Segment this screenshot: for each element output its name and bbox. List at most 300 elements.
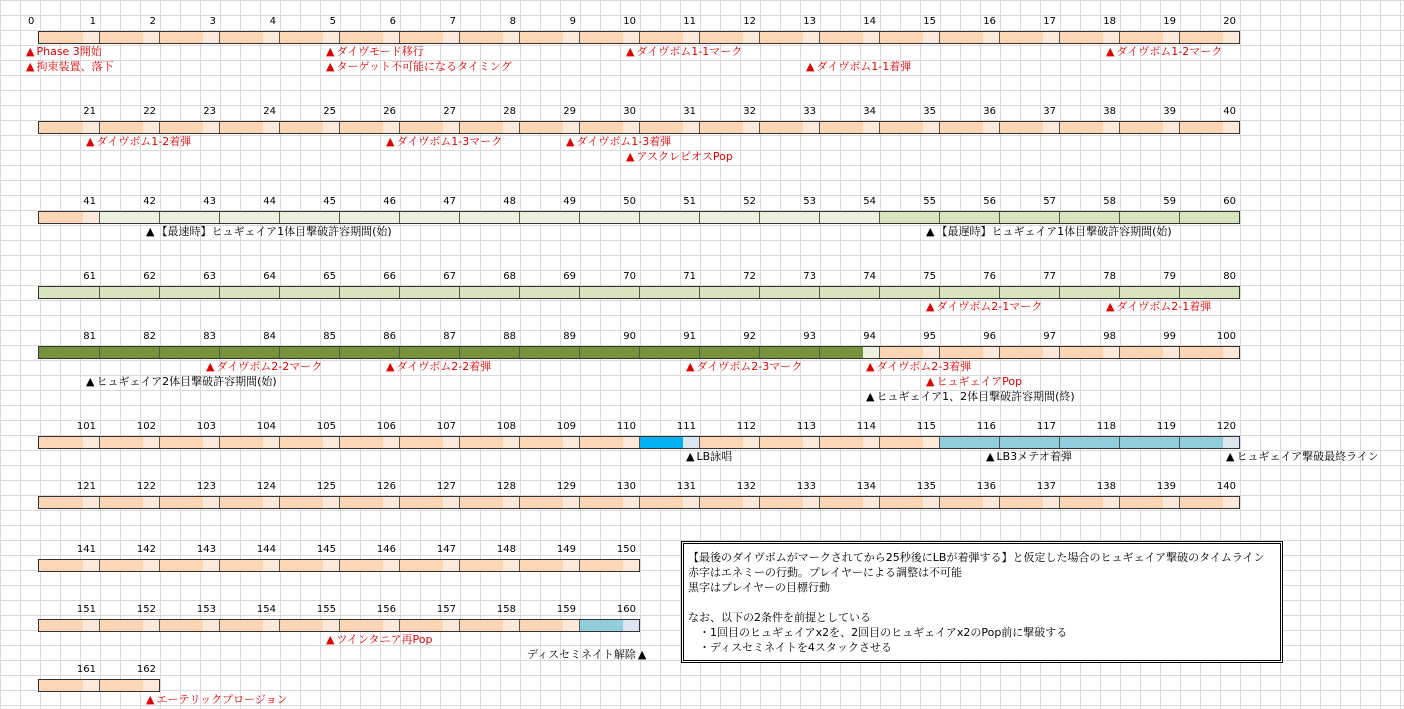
second-tick	[879, 437, 880, 448]
second-cell	[39, 620, 99, 631]
second-cell	[519, 212, 579, 223]
second-cell	[399, 287, 459, 298]
second-cell	[399, 620, 459, 631]
second-label: 20	[1223, 16, 1236, 27]
event-annotation	[1106, 45, 1222, 59]
second-label: 75	[923, 271, 936, 282]
event-annotation	[26, 45, 102, 59]
second-cell	[639, 347, 699, 358]
second-tick	[1059, 287, 1060, 298]
second-tick	[519, 212, 520, 223]
second-cell	[759, 287, 819, 298]
second-tick	[639, 287, 640, 298]
second-cell	[699, 497, 759, 508]
notes-line: ・ディスセミネイトを4スタックさせる	[688, 641, 892, 654]
second-tick	[339, 32, 340, 43]
second-tick	[219, 497, 220, 508]
second-tick	[279, 287, 280, 298]
second-label: 97	[1043, 331, 1056, 342]
event-annotation	[926, 300, 1042, 314]
second-label: 71	[683, 271, 696, 282]
second-label: 92	[743, 331, 756, 342]
second-label: 62	[143, 271, 156, 282]
second-cell	[339, 287, 399, 298]
second-label: 106	[376, 421, 396, 432]
second-cell	[879, 497, 939, 508]
second-tick	[519, 287, 520, 298]
second-cell	[879, 212, 939, 223]
second-tick	[579, 437, 580, 448]
annotation-text: ダイヴボム2-2着弾	[396, 360, 492, 373]
second-tick	[219, 620, 220, 631]
second-cell	[39, 437, 99, 448]
second-cell	[1179, 497, 1239, 508]
second-tick	[279, 347, 280, 358]
second-cell	[879, 437, 939, 448]
second-label: 138	[1096, 481, 1116, 492]
second-label: 133	[796, 481, 816, 492]
second-tick	[639, 212, 640, 223]
second-cell	[879, 347, 939, 358]
timeline-bar	[38, 286, 1240, 299]
second-cell	[819, 122, 879, 133]
second-label: 105	[316, 421, 336, 432]
second-cell	[279, 32, 339, 43]
second-label: 80	[1223, 271, 1236, 282]
event-annotation	[386, 360, 491, 374]
notes-line: ・1回目のヒュギェイアx2を、2回目のヒュギェイアx2のPop前に撃破する	[688, 626, 1068, 639]
second-label: 127	[436, 481, 456, 492]
second-label: 98	[1103, 331, 1116, 342]
second-label: 130	[616, 481, 636, 492]
second-tick	[459, 287, 460, 298]
second-label: 14	[863, 16, 876, 27]
second-tick	[1179, 497, 1180, 508]
second-cell	[1179, 287, 1239, 298]
second-label: 51	[683, 196, 696, 207]
second-tick	[639, 437, 640, 448]
event-annotation	[1106, 300, 1211, 314]
second-label: 41	[83, 196, 96, 207]
second-cell	[39, 560, 99, 571]
second-label: 128	[496, 481, 516, 492]
triangle-marker-icon: ▲	[626, 45, 635, 58]
second-tick	[1179, 32, 1180, 43]
second-cell	[219, 620, 279, 631]
second-tick	[999, 347, 1000, 358]
second-label: 49	[563, 196, 576, 207]
second-tick	[99, 497, 100, 508]
second-cell	[39, 212, 99, 223]
second-cell	[99, 680, 159, 691]
second-tick	[159, 32, 160, 43]
second-cell	[1179, 122, 1239, 133]
second-tick	[759, 437, 760, 448]
second-cell	[579, 620, 639, 631]
second-label: 27	[443, 106, 456, 117]
second-tick	[99, 122, 100, 133]
triangle-marker-icon: ▲	[326, 60, 335, 73]
second-cell	[99, 212, 159, 223]
second-cell	[459, 560, 519, 571]
second-tick	[219, 212, 220, 223]
second-label: 94	[863, 331, 876, 342]
second-tick	[939, 212, 940, 223]
second-cell	[219, 212, 279, 223]
second-cell	[639, 497, 699, 508]
second-tick	[339, 347, 340, 358]
second-label: 28	[503, 106, 516, 117]
second-cell	[99, 32, 159, 43]
second-cell	[1179, 437, 1239, 448]
second-cell	[819, 287, 879, 298]
second-label: 16	[983, 16, 996, 27]
second-label: 129	[556, 481, 576, 492]
second-tick	[1119, 122, 1120, 133]
second-cell	[999, 347, 1059, 358]
second-tick	[939, 122, 940, 133]
annotation-text: ツインタニア再Pop	[336, 633, 433, 646]
second-label: 84	[263, 331, 276, 342]
second-label: 6	[389, 16, 396, 27]
second-cell	[459, 287, 519, 298]
second-tick	[339, 560, 340, 571]
second-label: 115	[916, 421, 936, 432]
second-tick	[819, 347, 820, 358]
second-tick	[159, 437, 160, 448]
second-label: 137	[1036, 481, 1056, 492]
second-label: 147	[436, 544, 456, 555]
second-cell	[519, 122, 579, 133]
second-tick	[1119, 212, 1120, 223]
second-label: 160	[616, 604, 636, 615]
second-tick	[759, 287, 760, 298]
second-cell	[399, 437, 459, 448]
second-tick	[939, 287, 940, 298]
second-cell	[759, 212, 819, 223]
second-tick	[759, 347, 760, 358]
second-label: 26	[383, 106, 396, 117]
second-label: 145	[316, 544, 336, 555]
second-cell	[999, 287, 1059, 298]
second-cell	[279, 437, 339, 448]
second-cell	[939, 497, 999, 508]
second-cell	[159, 32, 219, 43]
second-cell	[1059, 287, 1119, 298]
second-cell	[339, 347, 399, 358]
event-annotation	[626, 150, 733, 164]
second-label: 68	[503, 271, 516, 282]
second-tick	[879, 497, 880, 508]
second-tick	[639, 347, 640, 358]
second-label: 125	[316, 481, 336, 492]
event-annotation	[386, 135, 502, 149]
notes-line: 赤字はエネミーの行動。プレイヤーによる調整は不可能	[688, 566, 963, 579]
second-tick	[99, 212, 100, 223]
second-tick	[579, 287, 580, 298]
second-cell	[999, 497, 1059, 508]
second-cell	[1059, 122, 1119, 133]
second-tick	[519, 32, 520, 43]
second-tick	[879, 122, 880, 133]
annotation-text: アスクレピオスPop	[636, 150, 733, 163]
second-tick	[999, 32, 1000, 43]
second-label: 72	[743, 271, 756, 282]
second-label: 2	[149, 16, 156, 27]
second-tick	[339, 620, 340, 631]
annotation-text: LB詠唱	[696, 450, 733, 463]
second-label: 12	[743, 16, 756, 27]
triangle-marker-icon: ▲	[926, 375, 935, 388]
second-tick	[399, 287, 400, 298]
second-tick	[579, 347, 580, 358]
second-cell	[699, 122, 759, 133]
second-label: 45	[323, 196, 336, 207]
triangle-marker-icon: ▲	[626, 150, 635, 163]
second-cell	[39, 32, 99, 43]
second-cell	[39, 122, 99, 133]
event-annotation	[806, 60, 911, 74]
second-label: 74	[863, 271, 876, 282]
second-label: 109	[556, 421, 576, 432]
second-tick	[1059, 497, 1060, 508]
second-tick	[219, 560, 220, 571]
second-label: 91	[683, 331, 696, 342]
second-cell	[1119, 32, 1179, 43]
second-tick	[219, 122, 220, 133]
second-tick	[579, 212, 580, 223]
second-cell	[219, 437, 279, 448]
second-label: 88	[503, 331, 516, 342]
second-cell	[999, 212, 1059, 223]
second-cell	[339, 620, 399, 631]
notes-line: 【最後のダイヴボムがマークされてから25秒後にLBが着弾する】と仮定した場合のヒュギェイア撃破のタイムライン	[688, 551, 1265, 564]
second-cell	[579, 122, 639, 133]
second-cell	[399, 560, 459, 571]
second-tick	[1119, 437, 1120, 448]
triangle-marker-icon: ▲	[1226, 450, 1235, 463]
second-cell	[939, 437, 999, 448]
triangle-marker-icon: ▲	[86, 375, 95, 388]
timeline-bar	[38, 121, 1240, 134]
second-label: 86	[383, 331, 396, 342]
second-tick	[519, 560, 520, 571]
second-cell	[1059, 212, 1119, 223]
second-cell	[639, 437, 699, 448]
triangle-marker-icon: ▲	[866, 360, 875, 373]
second-tick	[459, 437, 460, 448]
second-label: 29	[563, 106, 576, 117]
second-cell	[759, 497, 819, 508]
second-label: 31	[683, 106, 696, 117]
second-tick	[1179, 437, 1180, 448]
second-cell	[459, 437, 519, 448]
second-cell	[219, 347, 279, 358]
second-label: 108	[496, 421, 516, 432]
second-tick	[699, 437, 700, 448]
annotation-text: 【最速時】ヒュギェイア1体目撃破許容期間(始)	[156, 225, 392, 238]
second-cell	[99, 347, 159, 358]
second-cell	[579, 287, 639, 298]
second-cell	[159, 212, 219, 223]
second-label: 64	[263, 271, 276, 282]
second-cell	[459, 212, 519, 223]
second-label: 131	[676, 481, 696, 492]
second-label: 122	[136, 481, 156, 492]
second-label: 157	[436, 604, 456, 615]
event-annotation	[626, 45, 742, 59]
second-label: 77	[1043, 271, 1056, 282]
second-label: 102	[136, 421, 156, 432]
second-cell	[999, 122, 1059, 133]
second-cell	[579, 497, 639, 508]
second-label: 39	[1163, 106, 1176, 117]
second-cell	[699, 32, 759, 43]
second-cell	[159, 620, 219, 631]
second-cell	[339, 560, 399, 571]
annotation-text: ヒュギェイア1、2体目撃破許容期間(終)	[876, 390, 1075, 403]
second-label: 159	[556, 604, 576, 615]
second-cell	[159, 347, 219, 358]
second-tick	[819, 122, 820, 133]
timeline-bar	[38, 496, 1240, 509]
second-cell	[1179, 212, 1239, 223]
second-label: 153	[196, 604, 216, 615]
second-tick	[99, 347, 100, 358]
second-tick	[99, 437, 100, 448]
second-tick	[759, 122, 760, 133]
triangle-marker-icon: ▲	[566, 135, 575, 148]
second-tick	[459, 122, 460, 133]
second-cell	[1059, 437, 1119, 448]
second-cell	[99, 497, 159, 508]
triangle-marker-icon: ▲	[86, 135, 95, 148]
second-label: 118	[1096, 421, 1116, 432]
second-cell	[219, 122, 279, 133]
second-tick	[159, 287, 160, 298]
second-label: 150	[616, 544, 636, 555]
second-tick	[339, 122, 340, 133]
second-label: 10	[623, 16, 636, 27]
triangle-marker-icon: ▲	[686, 450, 695, 463]
second-cell	[1119, 212, 1179, 223]
second-label: 146	[376, 544, 396, 555]
second-tick	[279, 32, 280, 43]
second-label: 162	[136, 664, 156, 675]
second-label: 56	[983, 196, 996, 207]
second-cell	[1119, 122, 1179, 133]
triangle-marker-icon: ▲	[866, 390, 875, 403]
second-tick	[99, 680, 100, 691]
second-label: 19	[1163, 16, 1176, 27]
second-cell	[399, 497, 459, 508]
second-label: 17	[1043, 16, 1056, 27]
second-tick	[519, 122, 520, 133]
second-cell	[99, 560, 159, 571]
event-annotation	[326, 60, 512, 74]
second-label: 140	[1216, 481, 1236, 492]
second-label: 93	[803, 331, 816, 342]
second-label: 116	[976, 421, 996, 432]
second-cell	[759, 32, 819, 43]
second-cell	[519, 32, 579, 43]
triangle-marker-icon: ▲	[986, 450, 995, 463]
second-label: 11	[683, 16, 696, 27]
second-cell	[579, 560, 639, 571]
second-cell	[39, 497, 99, 508]
second-label: 40	[1223, 106, 1236, 117]
second-cell	[519, 347, 579, 358]
second-tick	[999, 437, 1000, 448]
annotation-text: Phase 3開始	[36, 45, 102, 58]
second-tick	[1179, 347, 1180, 358]
notes-line: なお、以下の2条件を前提としている	[688, 611, 871, 624]
second-label: 149	[556, 544, 576, 555]
second-label: 136	[976, 481, 996, 492]
annotation-text: ダイヴボム2-1着弾	[1116, 300, 1212, 313]
second-label: 59	[1163, 196, 1176, 207]
second-cell	[159, 122, 219, 133]
annotation-text: エーテリックプロージョン	[156, 693, 288, 706]
second-tick	[939, 437, 940, 448]
second-cell	[519, 620, 579, 631]
triangle-marker-icon: ▲	[686, 360, 695, 373]
second-tick	[579, 32, 580, 43]
second-label: 47	[443, 196, 456, 207]
second-cell	[39, 680, 99, 691]
second-label: 107	[436, 421, 456, 432]
second-cell	[579, 212, 639, 223]
second-cell	[1119, 287, 1179, 298]
triangle-marker-icon: ▲	[146, 693, 155, 706]
event-annotation	[866, 390, 1075, 404]
second-tick	[459, 32, 460, 43]
second-tick	[399, 212, 400, 223]
second-label: 143	[196, 544, 216, 555]
second-label: 54	[863, 196, 876, 207]
second-tick	[219, 287, 220, 298]
second-label: 89	[563, 331, 576, 342]
second-tick	[219, 437, 220, 448]
second-label: 96	[983, 331, 996, 342]
second-label: 3	[209, 16, 216, 27]
second-tick	[1119, 287, 1120, 298]
notes-line	[688, 595, 1276, 610]
second-cell	[459, 122, 519, 133]
second-label: 132	[736, 481, 756, 492]
second-label: 37	[1043, 106, 1056, 117]
second-cell	[399, 347, 459, 358]
triangle-marker-icon: ▲	[1106, 300, 1115, 313]
second-label: 69	[563, 271, 576, 282]
second-tick	[639, 497, 640, 508]
second-label: 63	[203, 271, 216, 282]
annotation-text: LB3メテオ着弾	[996, 450, 1072, 463]
annotation-text: ダイヴボム1-1着弾	[816, 60, 912, 73]
second-tick	[759, 212, 760, 223]
second-cell	[159, 560, 219, 571]
second-cell	[519, 437, 579, 448]
second-tick	[339, 212, 340, 223]
second-tick	[519, 620, 520, 631]
second-cell	[579, 347, 639, 358]
triangle-marker-icon: ▲	[326, 633, 335, 646]
second-label: 38	[1103, 106, 1116, 117]
second-tick	[999, 122, 1000, 133]
second-cell	[819, 347, 879, 358]
second-cell	[279, 212, 339, 223]
second-tick	[279, 497, 280, 508]
